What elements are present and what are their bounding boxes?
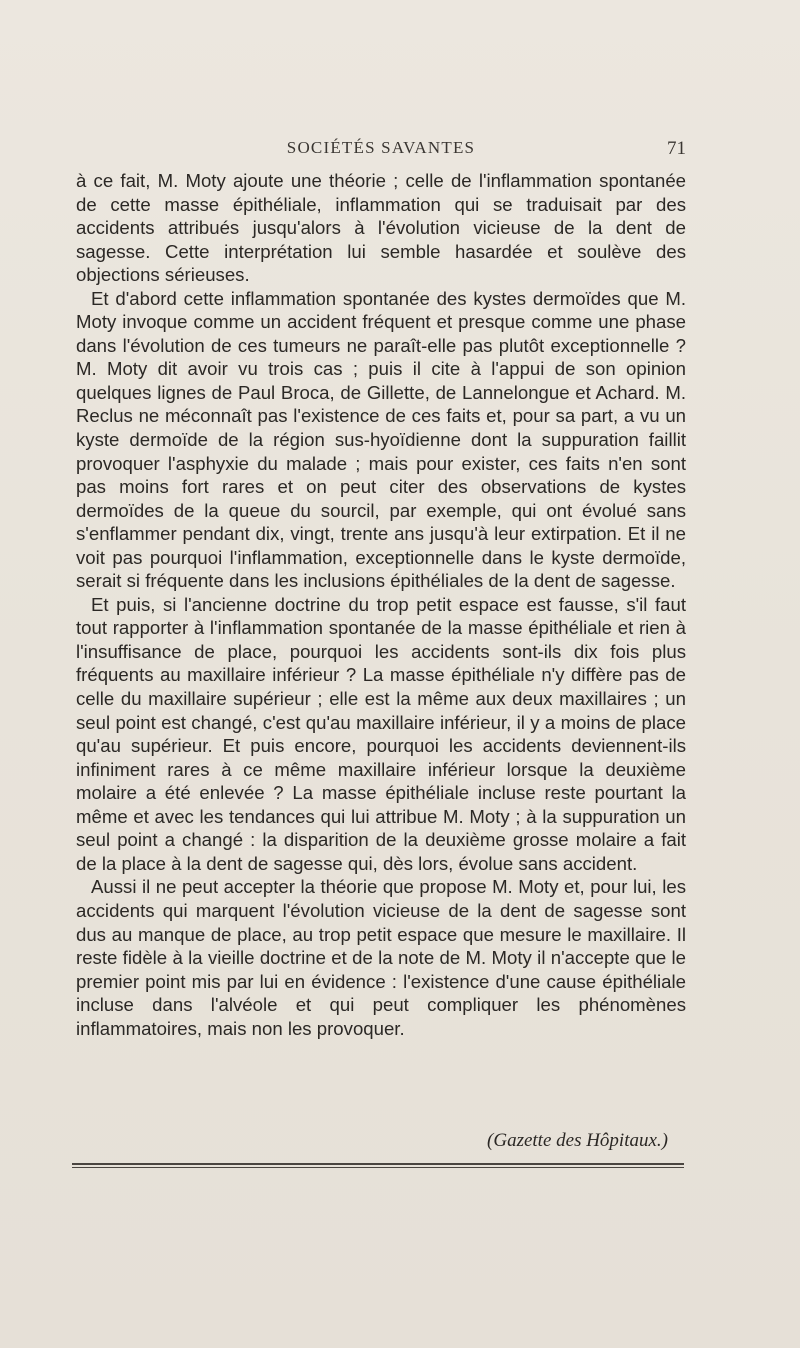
- source-citation: (Gazette des Hôpitaux.): [487, 1130, 668, 1151]
- running-head: SOCIÉTÉS SAVANTES: [286, 138, 476, 157]
- paragraph: Et d'abord cette inflammation spontanée des kystes dermoïdes que M. Moty invoque comme un accident fréquent et presque comme une phase dans l'évolution de ces tumeurs ne paraît-elle pas plutôt exceptionnelle ? M. Moty dit avoir vu trois cas ; puis il cite à l'appui de son opinion quelques lignes de Paul Broca, de Gillette, de Lannelongue et Achard. M. Reclus ne méconnaît pas l'existence de ces faits et, pour sa part, a vu un kyste dermoïde de la région sus-hyoïdienne dont la suppuration faillit provoquer l'asphyxie du malade ; mais pour exister, ces faits n'en sont pas moins fort rares et on peut citer des observations de kystes dermoïdes de la queue du sourcil, par exemple, qui ont évolué sans s'enflammer pendant dix, vingt, trente ans jusqu'à leur extirpation. Et il ne voit pas pourquoi l'inflammation, exceptionnelle dans le kyste dermoïde, serait si fréquente dans les inclusions épithéliales de la dent de sagesse.: [76, 287, 686, 592]
- end-rule-thin: [72, 1167, 684, 1168]
- end-rule: [72, 1163, 684, 1165]
- paragraph: Et puis, si l'ancienne doctrine du trop petit espace est fausse, s'il faut tout rapporter à l'inflammation spontanée de la masse épithéliale et rien à l'insuffisance de place, pourquoi les accidents sont-ils dix fois plus fréquents au maxillaire inférieur ? La masse épithéliale n'y diffère pas de celle du maxillaire supérieur ; elle est la même aux deux maxillaires ; un seul point est changé, c'est qu'au maxillaire inférieur, il y a moins de place qu'au supérieur. Et puis encore, pourquoi les accidents deviennent-ils infiniment rares à ce même maxillaire inférieur lorsque la deuxième molaire a été enlevée ? La masse épithéliale incluse reste pourtant la même et avec les tendances qui lui attribue M. Moty ; à la suppuration un seul point a changé : la disparition de la deuxième grosse molaire a fait de la place à la dent de sagesse qui, dès lors, évolue sans accident.: [76, 593, 686, 874]
- article-body: [76, 169, 686, 1040]
- page-number: 71: [667, 138, 686, 159]
- paragraph: à ce fait, M. Moty ajoute une théorie ; celle de l'inflammation spontanée de cette masse épithéliale, inflammation qui se traduisait par des accidents attribués jusqu'alors à l'évolution vicieuse de la dent de sagesse. Cette interprétation lui semble hasardée et soulève des objections sérieuses.: [76, 170, 686, 286]
- page-header: [76, 136, 686, 162]
- paragraph: Aussi il ne peut accepter la théorie que propose M. Moty et, pour lui, les accidents qui marquent l'évolution vicieuse de la dent de sagesse sont dus au manque de place, au trop petit espace que mesure le maxillaire. Il reste fidèle à la vieille doctrine et de la note de M. Moty il n'accepte que le premier point mis par lui en évidence : l'existence d'une cause épithéliale incluse dans l'alvéole et qui peut compliquer les phénomènes inflammatoires, mais non les provoquer.: [76, 876, 686, 1039]
